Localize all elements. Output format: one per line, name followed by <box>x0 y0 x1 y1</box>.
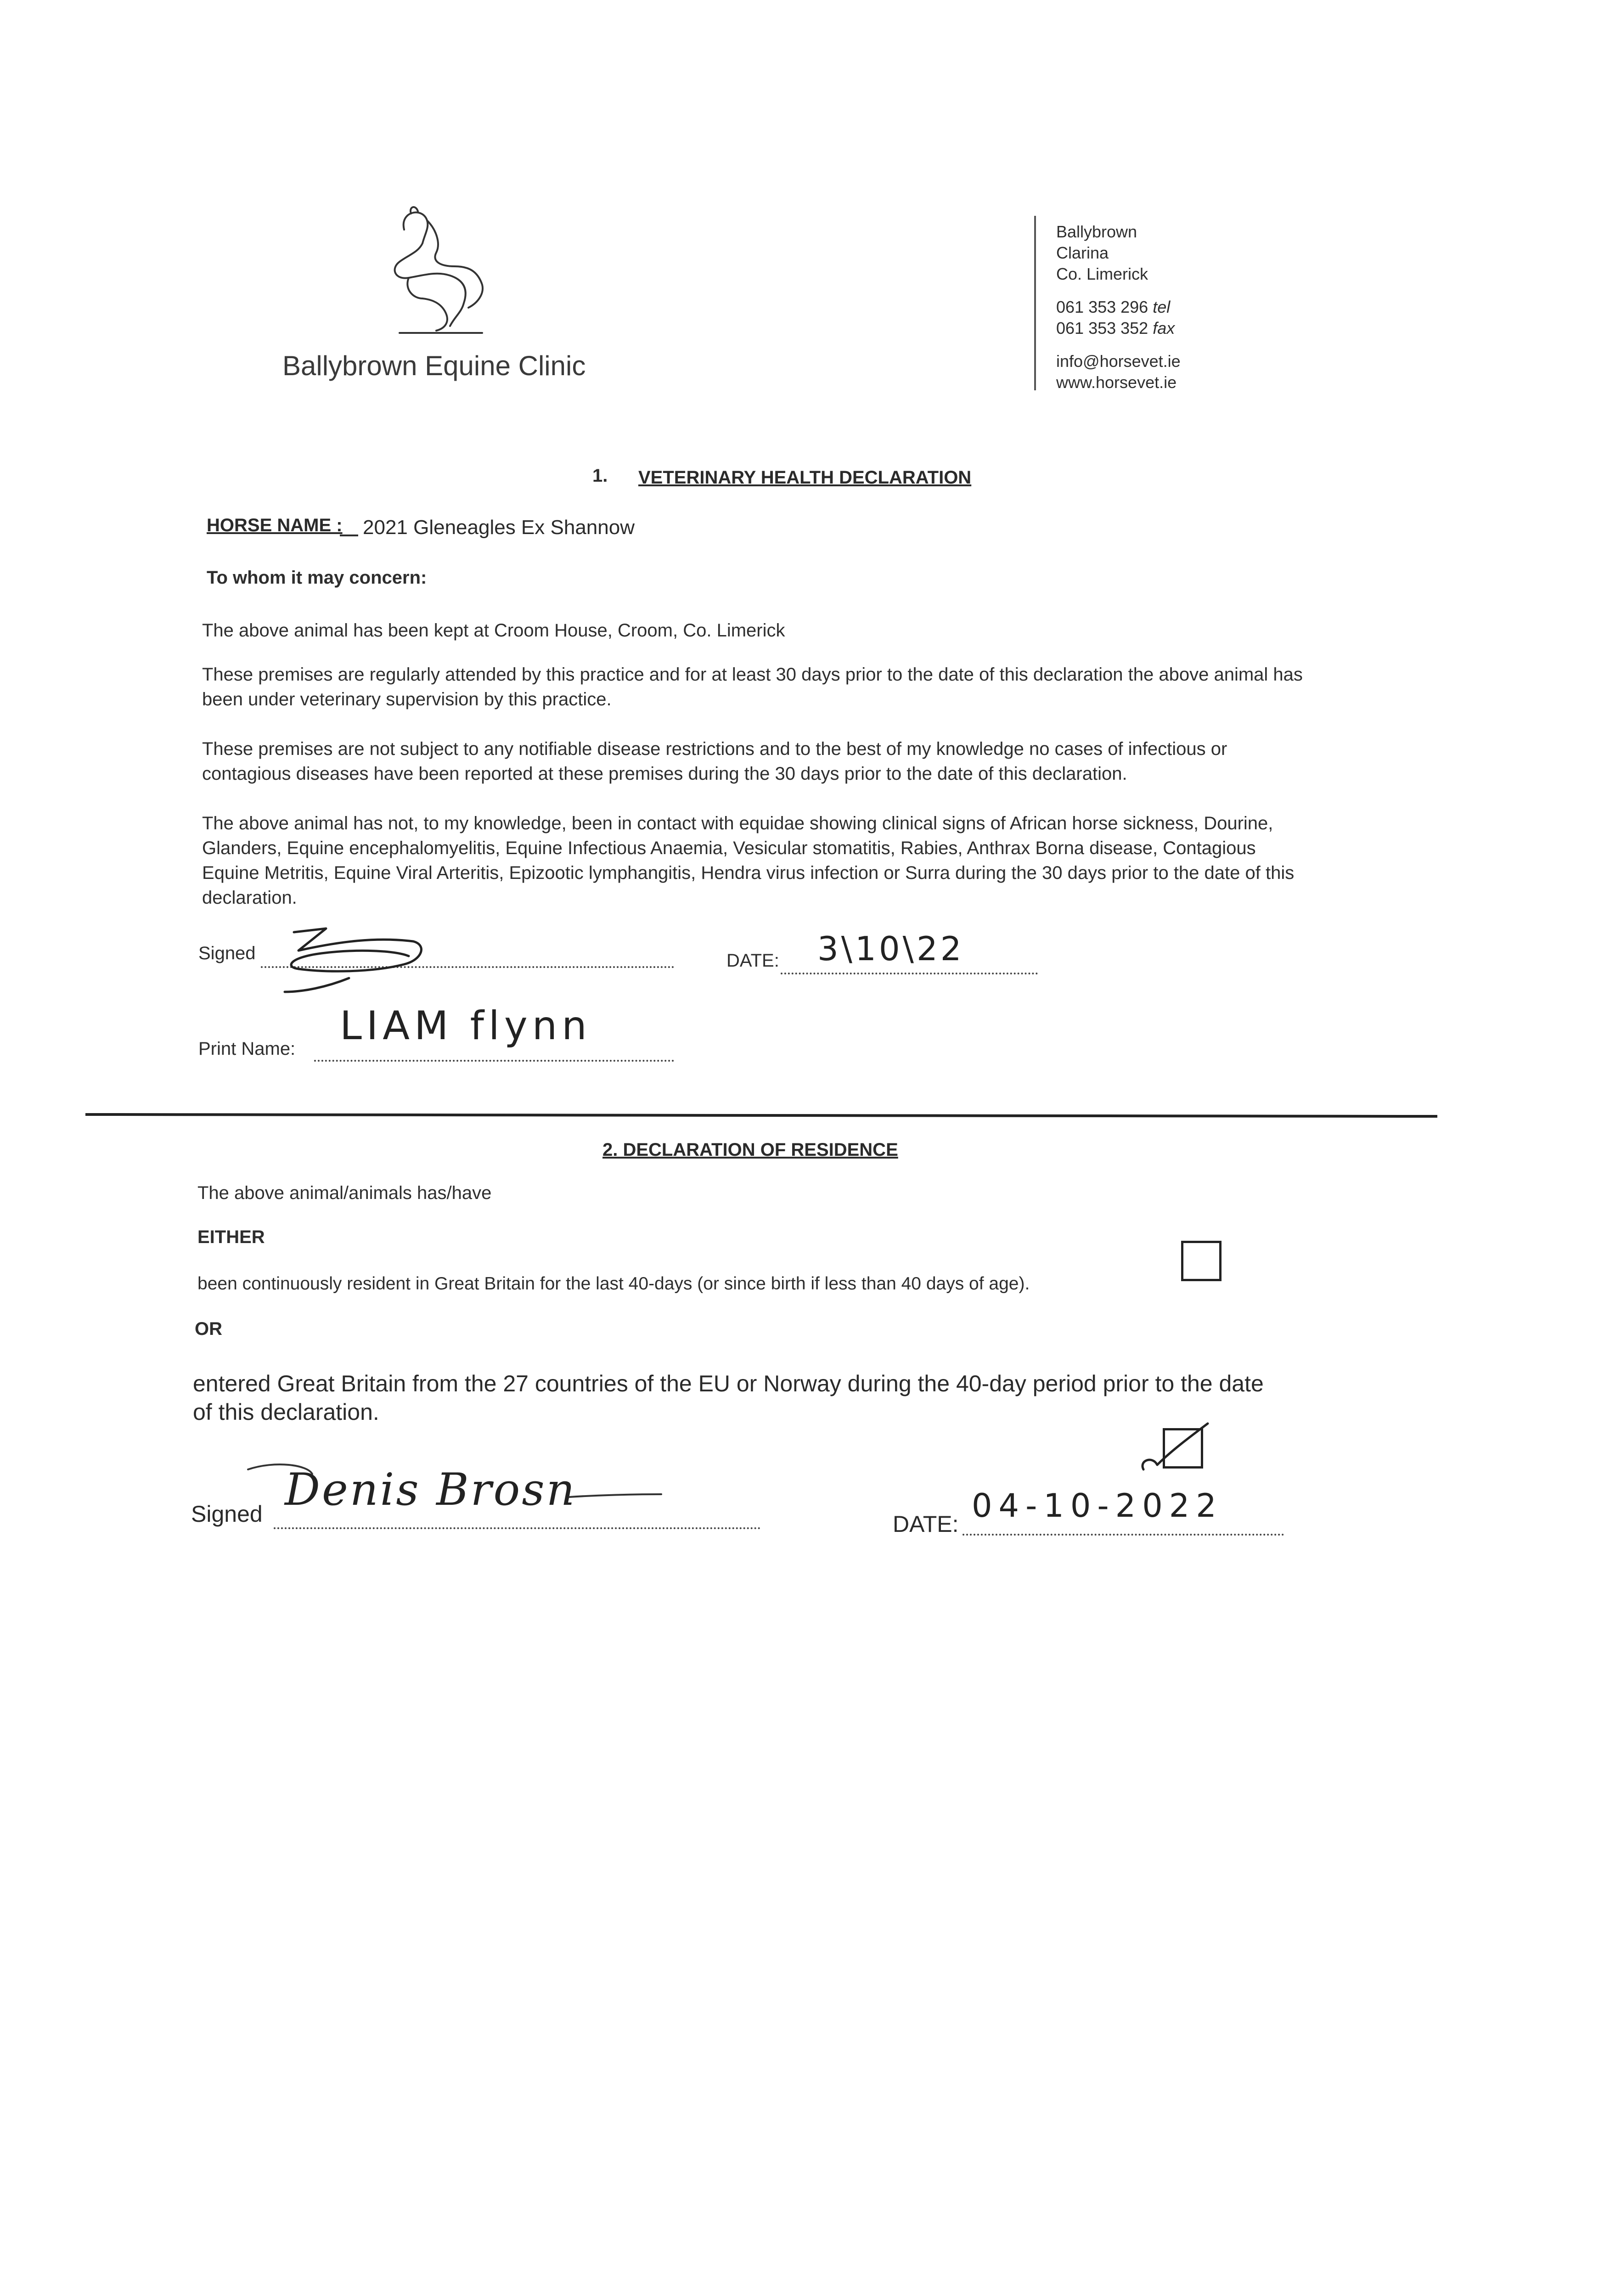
horse-name-label: HORSE NAME : <box>207 515 343 535</box>
signature-2-strokes <box>239 1456 670 1520</box>
section1-number: 1. <box>592 466 608 486</box>
tel-line <box>1056 298 1170 317</box>
or-label: OR <box>195 1319 222 1339</box>
print-name-line <box>314 1060 674 1062</box>
address-line-2: Clarina <box>1056 243 1109 262</box>
signature-2-handwritten: Denis Brosn <box>285 1464 577 1515</box>
address-line-3: Co. Limerick <box>1056 264 1148 283</box>
option1-checkbox[interactable] <box>1181 1241 1222 1281</box>
date-2-handwritten: 04-10-2022 <box>972 1487 1223 1525</box>
horse-name-value: 2021 Gleneagles Ex Shannow <box>363 516 635 539</box>
website-link[interactable]: www.horsevet.ie <box>1056 373 1177 392</box>
date-line-2 <box>963 1534 1284 1536</box>
vet-signature <box>257 923 487 1001</box>
date-line <box>781 973 1038 974</box>
option1-text: been continuously resident in Great Britain for the last 40-days (or since birth if less than 40 days of age). <box>197 1274 1030 1294</box>
clinic-name: Ballybrown Equine Clinic <box>282 350 586 381</box>
date-value-handwritten: 3\10\22 <box>817 929 964 968</box>
supervision-paragraph: These premises are regularly attended by this practice and for at least 30 days prior to the date of this declaration the above animal has been under veterinary supervision by this practice. <box>202 664 1303 709</box>
date-label: DATE: <box>726 951 779 971</box>
rearing-horse-icon <box>372 202 501 335</box>
either-label: EITHER <box>197 1227 265 1247</box>
email-link[interactable]: info@horsevet.ie <box>1056 352 1181 371</box>
signature-line-2 <box>274 1527 760 1529</box>
fax-number: 061 353 352 <box>1056 319 1148 338</box>
print-name-label: Print Name: <box>198 1039 296 1059</box>
tel-number: 061 353 296 <box>1056 298 1148 316</box>
date-label-2: DATE: <box>893 1511 959 1537</box>
signed-label: Signed <box>198 943 256 963</box>
restrictions-paragraph: These premises are not subject to any notifiable disease restrictions and to the best of my knowledge no cases of infectious or contagious diseases have been reported at these premises during the 30 days prior to the date of this declaration. <box>202 739 1227 784</box>
section1-title: VETERINARY HEALTH DECLARATION <box>638 467 972 488</box>
salutation: To whom it may concern: <box>207 568 427 588</box>
address-line-1: Ballybrown <box>1056 222 1137 241</box>
fax-label: fax <box>1153 319 1175 338</box>
section-separator <box>85 1113 1437 1118</box>
print-name-handwritten: LIAM flynn <box>340 1003 591 1049</box>
tel-label: tel <box>1153 298 1171 316</box>
contact-paragraph: The above animal has not, to my knowledge, been in contact with equidae showing clinical signs of African horse sickness, Dourine, Glanders, Equine encephalomyelitis, Equine Infectious Anaemia, Vesicular stomatitis, Rabies, Anthrax Borna disease, Contagious Equine Metritis, Equine Viral Arteritis, Epizootic lymphangitis, Hendra virus infection or Surra during the 30 days prior to the date of this declaration. <box>202 813 1295 908</box>
contact-divider <box>1034 216 1036 390</box>
residence-intro: The above animal/animals has/have <box>197 1183 492 1203</box>
section2-title: 2. DECLARATION OF RESIDENCE <box>602 1140 898 1160</box>
checkmark-icon <box>1130 1419 1222 1483</box>
horse-name-underline <box>340 535 358 536</box>
signed-label-2: Signed <box>191 1501 263 1527</box>
fax-line <box>1056 319 1175 338</box>
option2-text: entered Great Britain from the 27 countries of the EU or Norway during the 40-day period prior to the date of this declaration. <box>193 1371 1264 1425</box>
kept-at-paragraph: The above animal has been kept at Croom House, Croom, Co. Limerick <box>202 620 785 641</box>
